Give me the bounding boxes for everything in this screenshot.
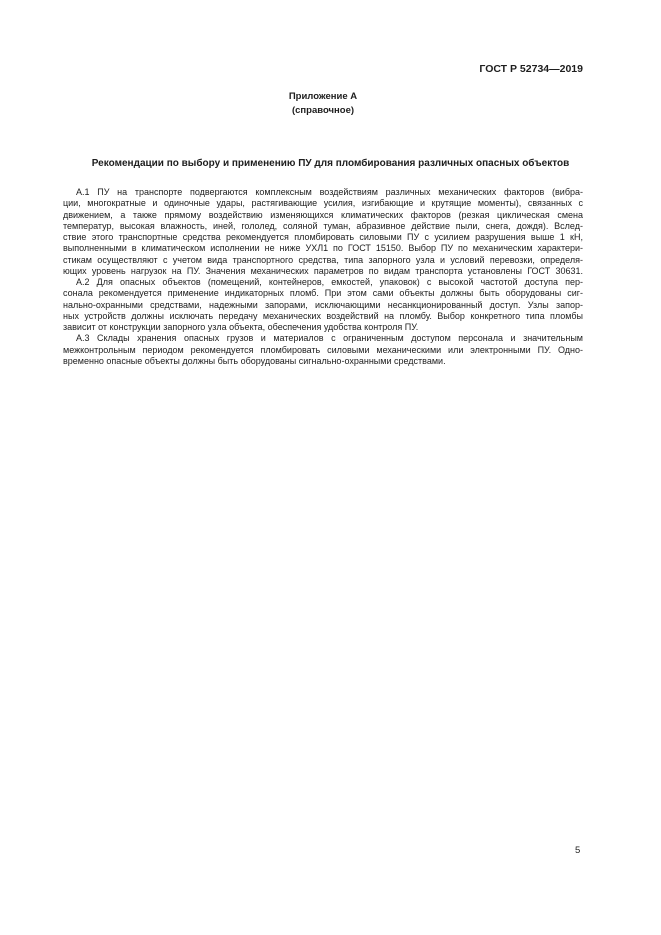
text-line: ствие этого транспортные средства рекомендуется пломбировать силовыми ПУ с усилием разрушения выше 1 кН, <box>63 232 583 243</box>
appendix-heading <box>63 90 583 118</box>
standard-number: ГОСТ Р 52734—2019 <box>479 63 583 75</box>
text-line: ных устройств должны исключать передачу механических воздействий на пломбу. Выбор конкретного типа пломбы <box>63 310 583 321</box>
text-line: А.3 Склады хранения опасных грузов и материалов с ограниченным доступом персонала и значительным <box>76 333 583 344</box>
text-line: А.1 ПУ на транспорте подвергаются комплексным воздействиям различных механических факторов (вибра- <box>76 187 583 197</box>
text-line: А.2 Для опасных объектов (помещений, контейнеров, емкостей, упаковок) с высокой частотой доступа пер- <box>76 277 583 288</box>
text-line: температур, высокая влажность, иней, гололед, соляной туман, абразивное действие пыли, снега, дождя). Вслед- <box>63 220 583 231</box>
paragraph-a1 <box>63 187 583 277</box>
text-line: стикам осуществляют с учетом вида транспортного средства, типа запорного узла и условий перевозки, определя- <box>63 254 583 265</box>
text-line: сонала рекомендуется применение индикаторных пломб. При этом сами объекты должны быть оборудованы сиг- <box>63 288 583 299</box>
text-line: движением, а также прямому воздействию изменяющихся климатических факторов (резкая циклическая смена <box>63 209 583 220</box>
page-number: 5 <box>575 845 581 856</box>
appendix-label: Приложение А <box>288 91 358 102</box>
text-line: межконтрольным периодом рекомендуется пломбировать силовыми механическими или электронными ПУ. Одно- <box>63 344 583 355</box>
paragraph-a3 <box>63 333 583 367</box>
appendix-type: (справочное) <box>291 105 355 116</box>
text-line: ющих уровень нагрузок на ПУ. Значения механических параметров по видам транспорта установлены ГОСТ 30631. <box>63 265 583 276</box>
body-text <box>63 187 583 367</box>
section-title: Рекомендации по выбору и применению ПУ для пломбирования различных опасных объектов <box>91 158 570 169</box>
text-line: ции, многократные и одиночные удары, растягивающие усилия, изгибающие и крутящие моменты), связанных с <box>63 198 583 209</box>
text-line: выполненными в климатическом исполнении не ниже УХЛ1 по ГОСТ 15150. Выбор ПУ по механическим характери- <box>63 243 583 254</box>
text-line: нально-охранными средствами, надежными запорами, исключающими несанкционированный доступ. Узлы запор- <box>63 299 583 310</box>
text-line: временно опасные объекты должны быть оборудованы сигнально-охранными средствами. <box>63 355 446 366</box>
text-line: зависит от конструкции запорного узла объекта, обеспечения удобства контроля ПУ. <box>63 322 419 333</box>
paragraph-a2 <box>63 277 583 333</box>
